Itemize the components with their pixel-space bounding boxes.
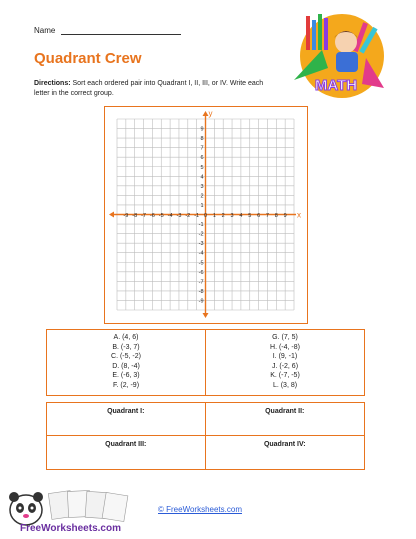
x-tick-label: 5 bbox=[248, 213, 252, 219]
quadrant-answer-table bbox=[46, 402, 365, 470]
quadrant-3-label: Quadrant III: bbox=[105, 441, 147, 448]
y-tick-label: -3 bbox=[198, 241, 204, 248]
x-tick-label: 8 bbox=[274, 213, 278, 219]
name-row bbox=[34, 26, 181, 35]
x-tick-label: 6 bbox=[257, 213, 261, 219]
x-tick-label: 3 bbox=[230, 213, 234, 219]
ordered-pairs-table bbox=[46, 329, 365, 396]
y-tick-label: 7 bbox=[200, 145, 204, 152]
pairs-left-column bbox=[47, 330, 205, 395]
y-tick-label: 4 bbox=[200, 174, 204, 181]
x-tick-label: -1 bbox=[194, 213, 200, 219]
x-tick-label: -9 bbox=[123, 213, 129, 219]
x-tick-label: 4 bbox=[239, 213, 243, 219]
y-tick-label: -6 bbox=[198, 269, 204, 276]
pair-item: J. (-2, 6) bbox=[271, 362, 299, 370]
pair-item: K. (-7, -5) bbox=[270, 372, 300, 380]
x-tick-label: 1 bbox=[212, 213, 216, 219]
x-tick-label: -8 bbox=[132, 213, 138, 219]
pair-item: E. (-6, 3) bbox=[112, 372, 140, 380]
name-label: Name bbox=[34, 26, 56, 35]
coordinate-grid bbox=[104, 106, 308, 324]
quadrant-1-box[interactable] bbox=[47, 403, 206, 436]
y-tick-label: 5 bbox=[200, 164, 204, 171]
x-tick-label: -6 bbox=[149, 213, 155, 219]
y-tick-label: 9 bbox=[200, 126, 204, 133]
quadrant-4-box[interactable] bbox=[206, 436, 365, 469]
pair-item: C. (-5, -2) bbox=[111, 353, 141, 361]
kid-face bbox=[335, 31, 357, 53]
pair-item: H. (-4, -8) bbox=[270, 343, 300, 351]
x-tick-label: -3 bbox=[176, 213, 182, 219]
directions bbox=[34, 79, 276, 99]
pairs-right-column bbox=[205, 330, 364, 395]
pair-item: I. (9, -1) bbox=[272, 353, 298, 361]
x-axis-label: x bbox=[297, 210, 301, 220]
y-tick-label: -5 bbox=[198, 260, 204, 267]
y-tick-label: 8 bbox=[200, 136, 204, 143]
y-tick-label: -1 bbox=[198, 222, 204, 229]
x-tick-label: -2 bbox=[185, 213, 191, 219]
y-tick-label: 3 bbox=[200, 183, 204, 190]
quadrant-2-box[interactable] bbox=[206, 403, 365, 436]
freeworksheets-logo bbox=[6, 488, 156, 534]
footer-brand: FreeWorksheets.com bbox=[20, 523, 121, 534]
y-tick-label: -7 bbox=[198, 279, 204, 286]
directions-label: Directions: bbox=[34, 80, 71, 87]
logo-text: MATH bbox=[314, 77, 358, 94]
y-tick-label: 1 bbox=[200, 202, 204, 209]
x-tick-label: -7 bbox=[141, 213, 146, 219]
x-tick-label: 9 bbox=[283, 213, 287, 219]
x-tick-label: -5 bbox=[158, 213, 164, 219]
directions-text: Sort each ordered pair into Quadrant I, II, III, or IV. Write each letter in the correct group. bbox=[34, 80, 264, 97]
x-tick-label: 2 bbox=[221, 213, 225, 219]
y-tick-label: -9 bbox=[198, 298, 204, 305]
footer-link[interactable]: © FreeWorksheets.com bbox=[158, 505, 242, 514]
y-tick-label: 6 bbox=[200, 155, 204, 162]
y-tick-label: -4 bbox=[198, 250, 204, 257]
math-logo bbox=[284, 10, 394, 105]
worksheet-title: Quadrant Crew bbox=[34, 50, 142, 67]
pair-item: L. (3, 8) bbox=[272, 381, 298, 389]
pair-item: D. (8, -4) bbox=[112, 362, 140, 370]
pair-item: F. (2, -9) bbox=[112, 381, 140, 389]
y-tick-label: 2 bbox=[200, 193, 204, 200]
x-tick-label: -4 bbox=[167, 213, 173, 219]
quadrant-3-box[interactable] bbox=[47, 436, 206, 469]
y-axis-arrow-bottom bbox=[203, 313, 209, 318]
x-tick-label: 0 bbox=[203, 213, 208, 219]
pair-item: G. (7, 5) bbox=[272, 334, 298, 341]
pair-item: B. (-3, 7) bbox=[112, 343, 140, 351]
quadrant-1-label: Quadrant I: bbox=[107, 408, 145, 415]
quadrant-2-label: Quadrant II: bbox=[265, 408, 305, 415]
name-field[interactable] bbox=[61, 27, 181, 35]
y-tick-label: -8 bbox=[198, 288, 204, 295]
quadrant-4-label: Quadrant IV: bbox=[263, 441, 306, 448]
y-tick-label: -2 bbox=[198, 231, 204, 238]
x-axis-arrow-left bbox=[109, 212, 114, 218]
y-axis-label: y bbox=[208, 109, 213, 118]
pair-item: A. (4, 6) bbox=[113, 334, 139, 341]
x-tick-label: 7 bbox=[265, 213, 269, 219]
